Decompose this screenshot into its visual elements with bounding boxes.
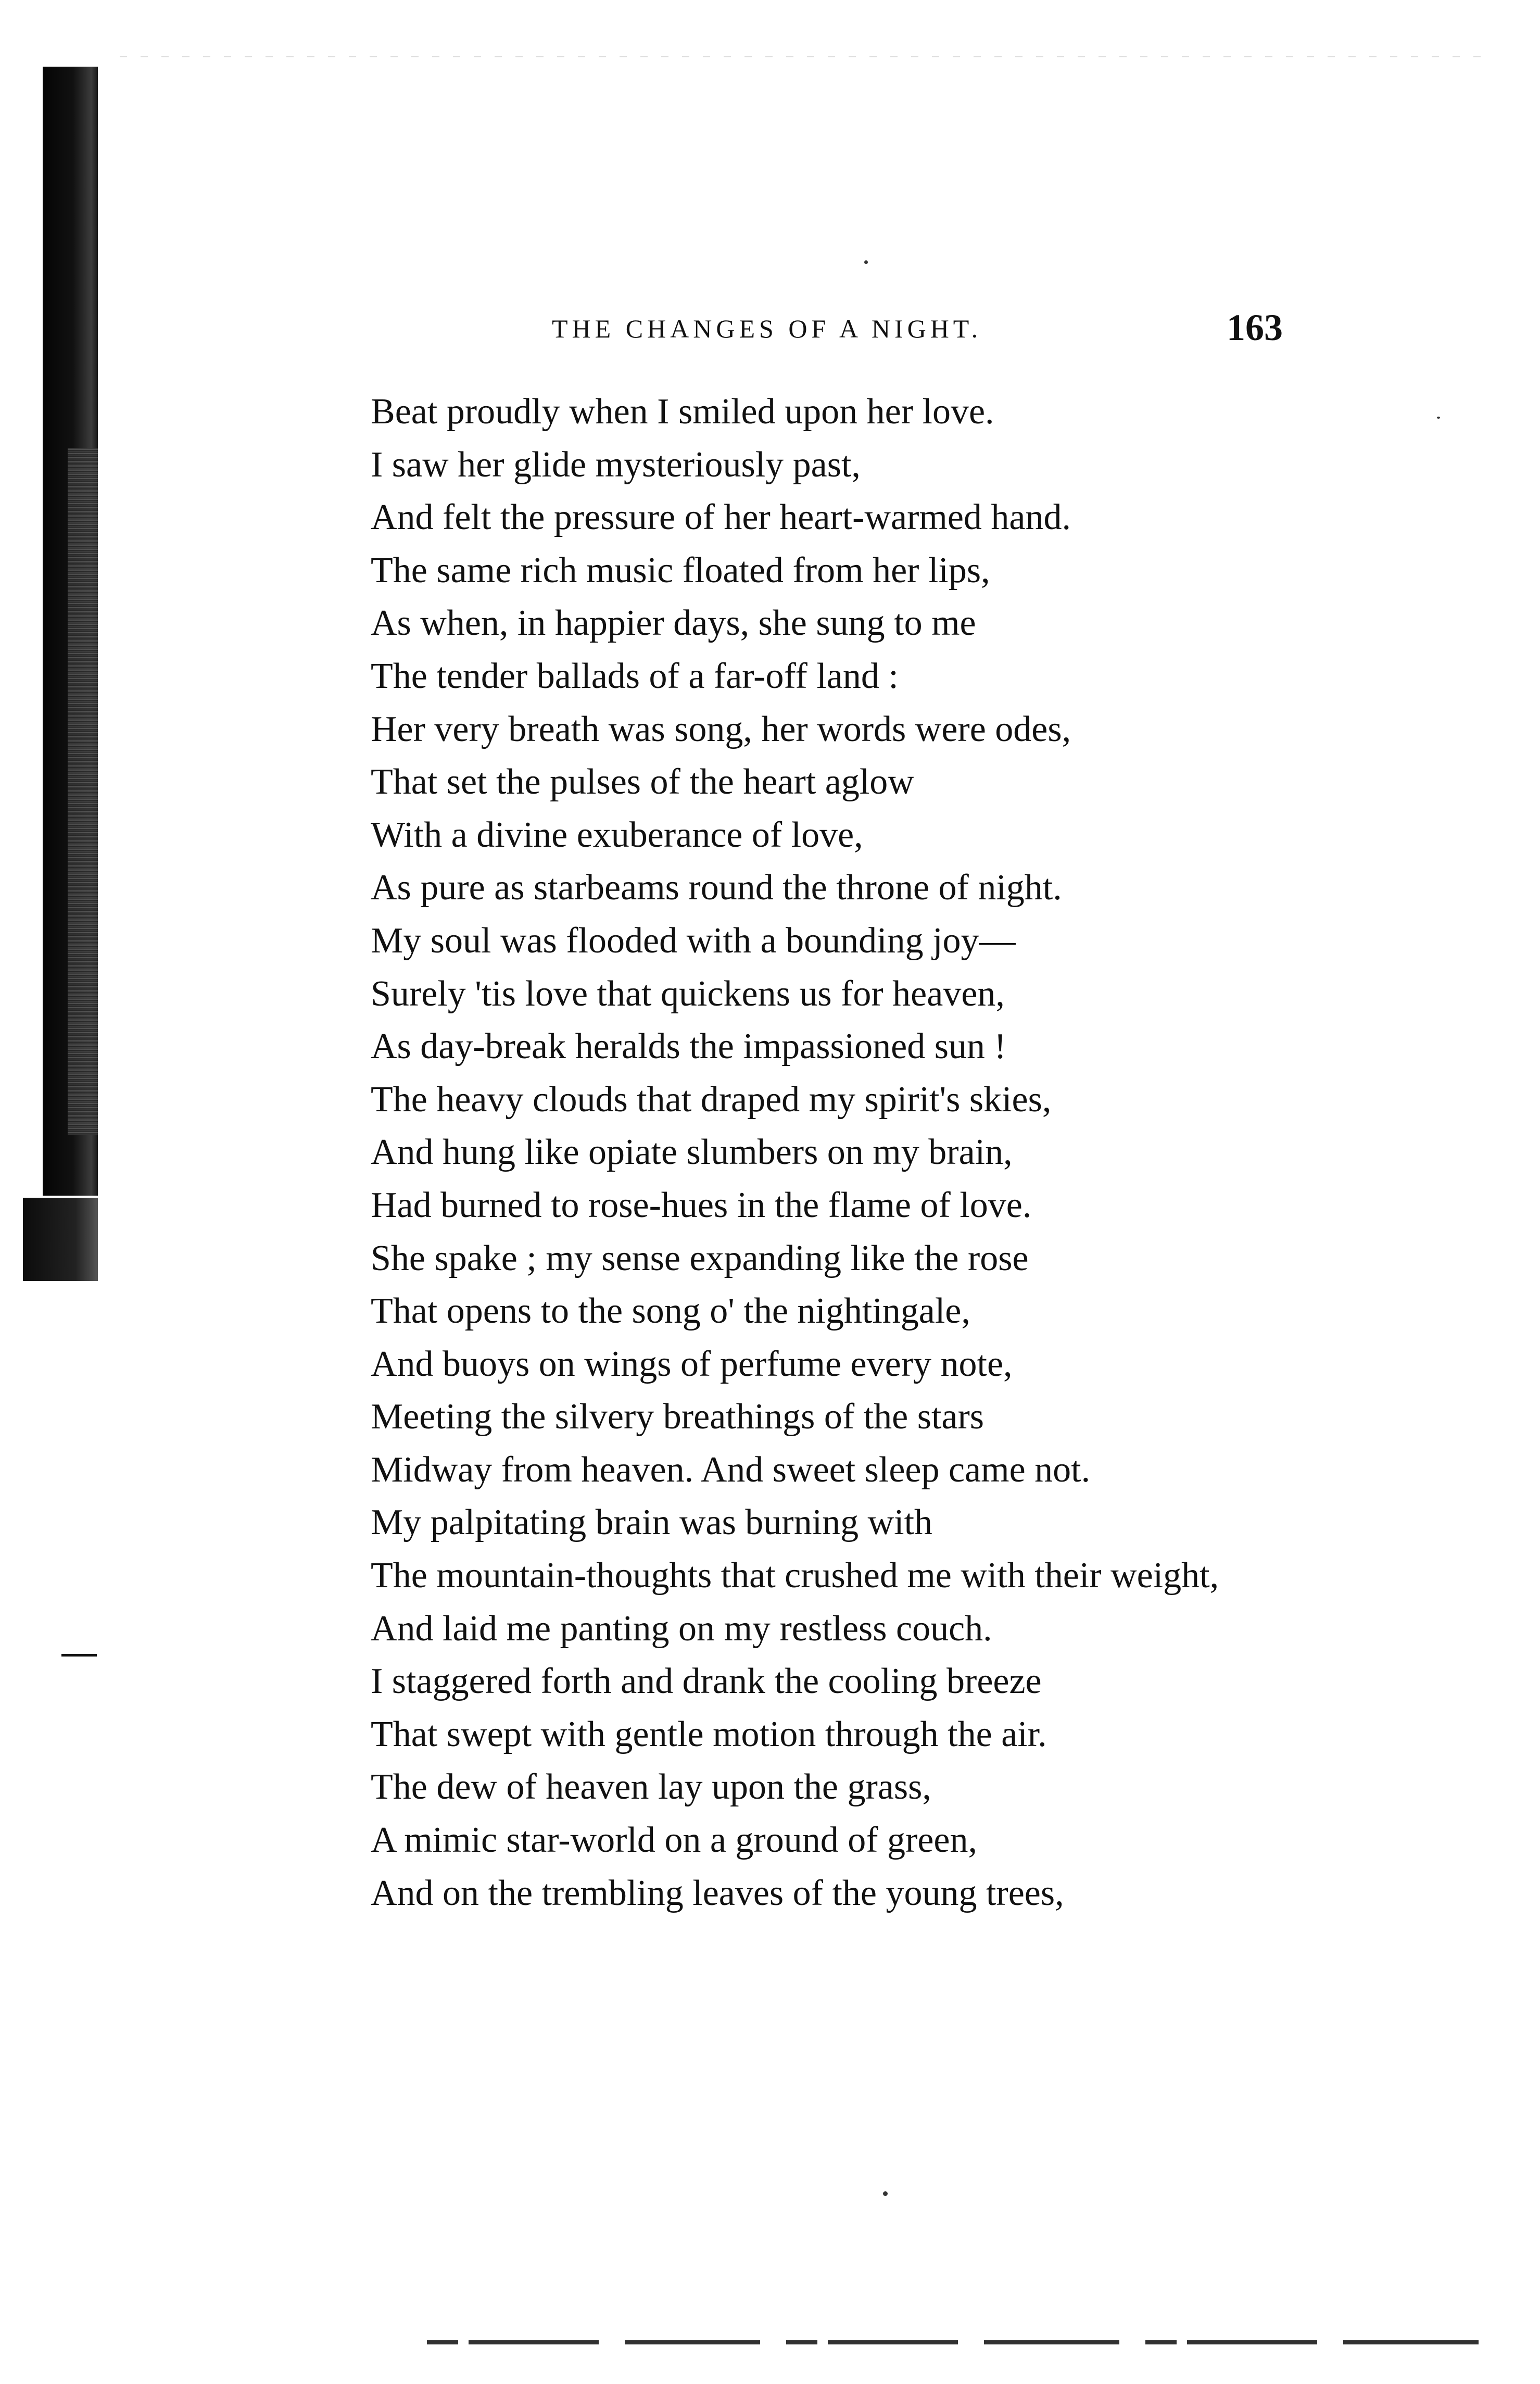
poem-line: As pure as starbeams round the throne of night. — [371, 868, 1062, 908]
poem-line: I staggered forth and drank the cooling breeze — [371, 1661, 1042, 1702]
margin-mark — [61, 1654, 97, 1657]
poem-line: The mountain-thoughts that crushed me with their weight, — [371, 1555, 1219, 1596]
poem-line: Her very breath was song, her words were odes, — [371, 709, 1071, 749]
poem-line: And laid me panting on my restless couch. — [371, 1608, 992, 1649]
poem-line: Meeting the silvery breathings of the stars — [371, 1397, 984, 1437]
poem-line: As when, in happier days, she sung to me — [371, 603, 976, 644]
scan-speck — [864, 260, 868, 264]
poem-line: Midway from heaven. And sweet sleep came not. — [371, 1449, 1091, 1490]
poem-line: Had burned to rose-hues in the flame of love. — [371, 1185, 1032, 1225]
poem-line: A mimic star-world on a ground of green, — [371, 1820, 977, 1861]
poem-line: And hung like opiate slumbers on my brain, — [371, 1132, 1013, 1173]
poem-line: My palpitating brain was burning with — [371, 1502, 933, 1543]
poem-line: Surely 'tis love that quickens us for heaven, — [371, 973, 1005, 1014]
poem-line: The dew of heaven lay upon the grass, — [371, 1767, 931, 1808]
poem-line: With a divine exuberance of love, — [371, 814, 863, 855]
poem-line: And on the trembling leaves of the young trees, — [371, 1873, 1064, 1913]
binding-texture — [68, 448, 98, 1135]
poem-text — [371, 385, 1454, 1919]
poem-line: The heavy clouds that draped my spirit's skies, — [371, 1079, 1052, 1120]
poem-line: That set the pulses of the heart aglow — [371, 762, 914, 802]
poem-line: She spake ; my sense expanding like the rose — [371, 1238, 1029, 1278]
poem-line: And felt the pressure of her heart-warmed hand. — [371, 497, 1071, 538]
poem-line: I saw her glide mysteriously past, — [371, 444, 861, 485]
scan-bottom-edge — [427, 2340, 1489, 2344]
poem-line: That swept with gentle motion through the air. — [371, 1714, 1047, 1754]
scan-top-edge — [120, 56, 1494, 57]
poem-line: The tender ballads of a far-off land : — [371, 656, 899, 696]
poem-line: As day-break heralds the impassioned sun ! — [371, 1026, 1006, 1067]
running-title: THE CHANGES OF A NIGHT. — [552, 314, 982, 343]
poem-line: The same rich music floated from her lips, — [371, 550, 990, 591]
page-number: 163 — [1227, 307, 1283, 348]
binding-shadow-lower — [23, 1198, 98, 1281]
poem-line: That opens to the song o' the nightingale, — [371, 1291, 970, 1332]
scan-speck — [1437, 417, 1440, 419]
poem-line: And buoys on wings of perfume every note, — [371, 1344, 1013, 1384]
scan-speck — [883, 2191, 888, 2196]
poem-line: My soul was flooded with a bounding joy— — [371, 920, 1016, 961]
poem-line: Beat proudly when I smiled upon her love. — [371, 392, 994, 432]
